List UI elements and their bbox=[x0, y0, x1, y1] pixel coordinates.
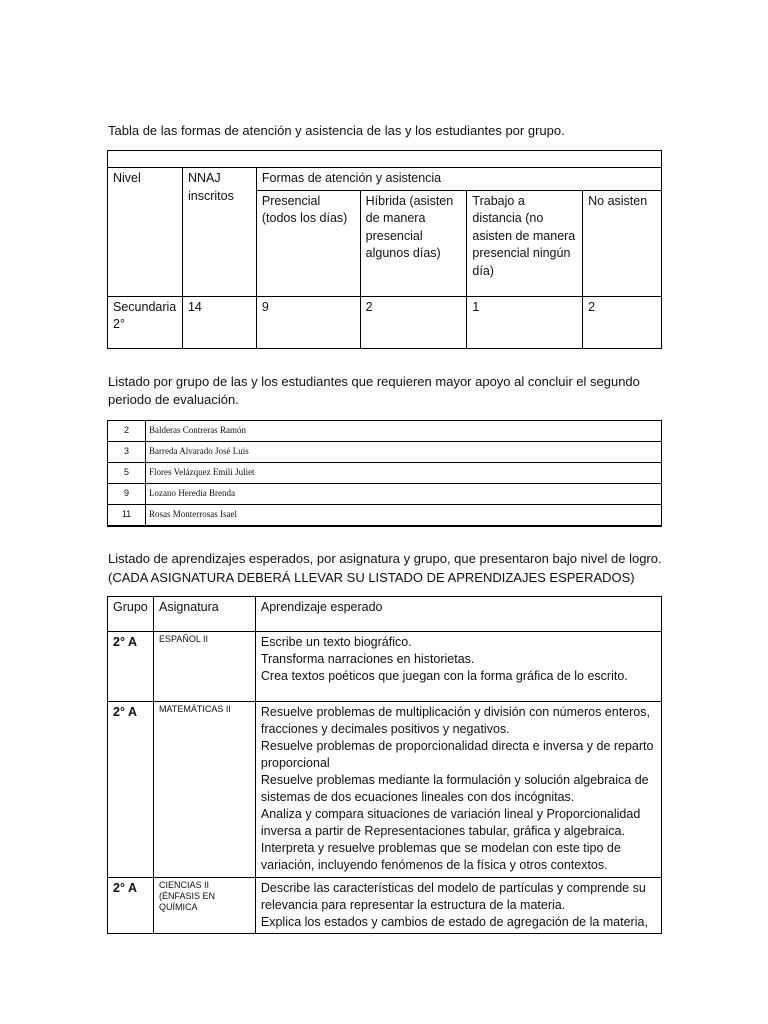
col-distancia: Trabajo a distancia (no asisten de manera presencial ningún día) bbox=[467, 190, 583, 296]
col-presencial: Presencial (todos los días) bbox=[256, 190, 360, 296]
section2-title: Listado por grupo de las y los estudiantes que requieren mayor apoyo al concluir el segundo periodo de evaluación. bbox=[108, 374, 640, 407]
row-aprendizajes bbox=[255, 632, 661, 702]
header-nivel: Nivel bbox=[108, 168, 183, 297]
attendance-table-top-row bbox=[108, 151, 662, 168]
attendance-table bbox=[107, 150, 662, 349]
aprendizaje-item: Crea textos poéticos que juegan con la forma gráfica de lo escrito. bbox=[260, 669, 628, 683]
row-aprendizajes bbox=[255, 878, 661, 934]
table-row bbox=[108, 878, 662, 934]
cell-nivel: Secundaria 2° bbox=[108, 296, 183, 348]
table-row bbox=[108, 463, 662, 484]
table-row bbox=[108, 505, 662, 527]
cell-no-asisten: 2 bbox=[583, 296, 662, 348]
cell-hibrida: 2 bbox=[360, 296, 467, 348]
cell-inscritos: 14 bbox=[182, 296, 256, 348]
learning-table bbox=[107, 596, 662, 934]
header-nnaj: NNAJ inscritos bbox=[182, 168, 256, 297]
col-hibrida: Híbrida (asisten de manera presencial algunos días) bbox=[360, 190, 467, 296]
table-row bbox=[108, 484, 662, 505]
header-formas: Formas de atención y asistencia bbox=[256, 168, 661, 191]
student-number: 11 bbox=[108, 505, 146, 527]
header-asignatura: Asignatura bbox=[153, 597, 255, 632]
table-row bbox=[108, 702, 662, 878]
table-row bbox=[108, 442, 662, 463]
table-row bbox=[108, 421, 662, 442]
aprendizaje-item: Resuelve problemas de multiplicación y división con números enteros, fracciones y decimales positivos y negativos. bbox=[260, 705, 650, 736]
student-name: Lozano Heredia Brenda bbox=[146, 484, 662, 505]
row-grupo: 2° A bbox=[108, 702, 154, 878]
row-asignatura: CIENCIAS II (ÉNFASIS EN QUÍMICA bbox=[153, 878, 255, 934]
cell-distancia: 1 bbox=[467, 296, 583, 348]
student-name: Balderas Contreras Ramón bbox=[146, 421, 662, 442]
aprendizaje-item: Escribe un texto biográfico. bbox=[260, 635, 412, 649]
aprendizaje-item: Transforma narraciones en historietas. bbox=[260, 652, 475, 666]
table-row bbox=[108, 632, 662, 702]
aprendizaje-item: Resuelve problemas mediante la formulación y solución algebraica de sistemas de dos ecuaciones lineales con dos incógnitas. bbox=[260, 773, 649, 804]
aprendizaje-item: Interpreta y resuelve problemas que se modelan con este tipo de variación, incluyendo fenómenos de la física y otros contextos. bbox=[260, 841, 621, 872]
section3-title-line1: Listado de aprendizajes esperados, por asignatura y grupo, que presentaron bajo nivel de logro. bbox=[108, 551, 662, 566]
row-asignatura: MATEMÁTICAS II bbox=[153, 702, 255, 878]
header-grupo: Grupo bbox=[108, 597, 154, 632]
student-name: Flores Velázquez Emili Juliet bbox=[146, 463, 662, 484]
student-name: Barreda Alvarado José Luis bbox=[146, 442, 662, 463]
student-number: 3 bbox=[108, 442, 146, 463]
student-number: 2 bbox=[108, 421, 146, 442]
col-no-asisten: No asisten bbox=[583, 190, 662, 296]
student-name: Rosas Monterrosas Isael bbox=[146, 505, 662, 527]
header-aprendizaje: Aprendizaje esperado bbox=[255, 597, 661, 632]
row-grupo: 2° A bbox=[108, 878, 154, 934]
cell-presencial: 9 bbox=[256, 296, 360, 348]
student-number: 5 bbox=[108, 463, 146, 484]
aprendizaje-item: Analiza y compara situaciones de variación lineal y Proporcionalidad inversa a partir de Representaciones tabular, gráfica y algebraica. bbox=[260, 807, 641, 838]
section1-title: Tabla de las formas de atención y asistencia de las y los estudiantes por grupo. bbox=[108, 123, 565, 138]
row-asignatura: ESPAÑOL II bbox=[153, 632, 255, 702]
aprendizaje-item: Resuelve problemas de proporcionalidad directa e inversa y de reparto proporcional bbox=[260, 739, 654, 770]
student-number: 9 bbox=[108, 484, 146, 505]
aprendizaje-item: Describe las características del modelo de partículas y comprende su relevancia para representar la estructura de la materia. bbox=[260, 881, 646, 912]
row-grupo: 2° A bbox=[108, 632, 154, 702]
aprendizaje-item: Explica los estados y cambios de estado de agregación de la materia, bbox=[260, 915, 648, 929]
students-table bbox=[107, 420, 662, 527]
section3-title-line2: (CADA ASIGNATURA DEBERÁ LLEVAR SU LISTADO DE APRENDIZAJES ESPERADOS) bbox=[108, 570, 635, 585]
row-aprendizajes bbox=[255, 702, 661, 878]
